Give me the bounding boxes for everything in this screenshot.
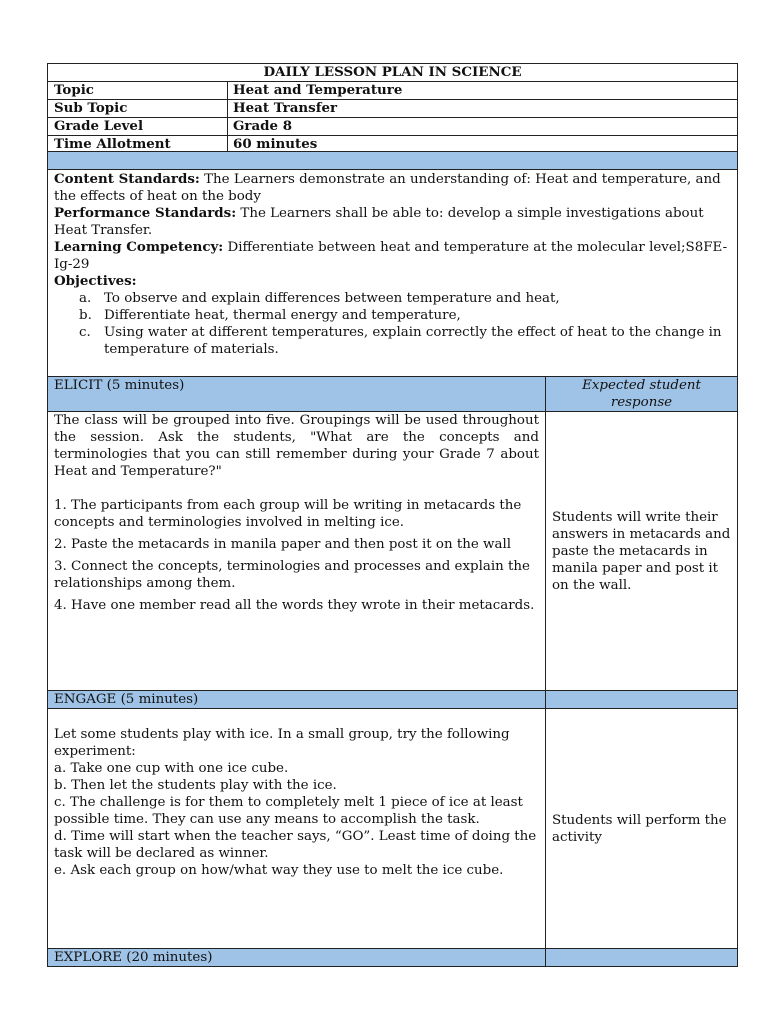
lesson-header-table	[47, 63, 738, 154]
objectives-heading	[54, 273, 731, 290]
standards-row	[48, 170, 738, 377]
content-standards-text: The Learners demonstrate an understanding of: Heat and temperature, and the effects of heat on the body	[54, 172, 721, 204]
explore-heading-blank	[546, 949, 738, 967]
engage-heading: ENGAGE (5 minutes)	[48, 691, 546, 709]
objective-item	[79, 324, 731, 358]
lesson-body-table	[47, 151, 738, 967]
objective-text: Differentiate heat, thermal energy and temperature,	[104, 308, 461, 323]
engage-expected-response: Students will perform the activity	[546, 709, 738, 949]
time-allotment-label: Time Allotment	[48, 136, 228, 154]
elicit-instructions	[48, 412, 546, 691]
content-standards	[54, 171, 731, 205]
elicit-step: 3. Connect the concepts, terminologies and processes and explain the relationships among them.	[54, 559, 530, 591]
elicit-step: 1. The participants from each group will be writing in metacards the concepts and terminologies involved in melting ice.	[54, 498, 522, 530]
topic-label: Topic	[48, 82, 228, 100]
time-allotment-value: 60 minutes	[228, 136, 738, 154]
objectives-label: Objectives:	[54, 273, 137, 289]
learning-competency	[54, 239, 731, 273]
topic-value: Heat and Temperature	[228, 82, 738, 100]
performance-standards-label: Performance Standards:	[54, 205, 237, 221]
engage-line: a. Take one cup with one ice cube.	[54, 761, 289, 776]
header-row-subtopic	[48, 100, 738, 118]
elicit-intro: The class will be grouped into five. Groupings will be used throughout the session. Ask the students, "What are the concepts and terminologies that you can still remember during your Grade 7 about Heat and Temperature?"	[54, 413, 539, 479]
objectives-list	[54, 290, 731, 358]
blue-separator	[48, 152, 738, 170]
engage-row	[48, 709, 738, 949]
elicit-header-row	[48, 377, 738, 412]
objective-marker: b.	[79, 308, 92, 323]
standards-section	[48, 170, 738, 377]
engage-line: e. Ask each group on how/what way they use to melt the ice cube.	[54, 863, 504, 878]
engage-heading-blank	[546, 691, 738, 709]
explore-heading: EXPLORE (20 minutes)	[48, 949, 546, 967]
objective-marker: a.	[79, 291, 92, 306]
subtopic-label: Sub Topic	[48, 100, 228, 118]
engage-line: b. Then let the students play with the ice.	[54, 778, 337, 793]
objective-text: Using water at different temperatures, explain correctly the effect of heat to the change in temperature of materials.	[104, 325, 722, 357]
explore-header-row	[48, 949, 738, 967]
blue-separator-row	[48, 152, 738, 170]
elicit-expected-response: Students will write their answers in metacards and paste the metacards in manila paper and post it on the wall.	[546, 412, 738, 691]
document-title: DAILY LESSON PLAN IN SCIENCE	[48, 64, 738, 82]
engage-line: Let some students play with ice. In a small group, try the following experiment:	[54, 727, 510, 759]
objective-text: To observe and explain differences between temperature and heat,	[104, 291, 560, 306]
expected-response-heading: Expected student response	[546, 377, 738, 412]
performance-standards	[54, 205, 731, 239]
header-row-topic	[48, 82, 738, 100]
objective-item	[79, 307, 731, 324]
content-standards-label: Content Standards:	[54, 171, 200, 187]
elicit-step: 2. Paste the metacards in manila paper and then post it on the wall	[54, 537, 512, 552]
grade-level-label: Grade Level	[48, 118, 228, 136]
engage-line: c. The challenge is for them to completely melt 1 piece of ice at least possible time. They can use any means to accomplish the task.	[54, 795, 523, 827]
engage-instructions	[48, 709, 546, 949]
objective-item	[79, 290, 731, 307]
performance-standards-text: The Learners shall be able to: develop a simple investigations about Heat Transfer.	[54, 206, 704, 238]
elicit-step: 4. Have one member read all the words they wrote in their metacards.	[54, 598, 535, 613]
elicit-row	[48, 412, 738, 691]
engage-line: d. Time will start when the teacher says, “GO”. Least time of doing the task will be declared as winner.	[54, 829, 537, 861]
subtopic-value: Heat Transfer	[228, 100, 738, 118]
learning-competency-label: Learning Competency:	[54, 239, 224, 255]
elicit-heading: ELICIT (5 minutes)	[48, 377, 546, 412]
header-row-grade	[48, 118, 738, 136]
learning-competency-text: Differentiate between heat and temperature at the molecular level;S8FE-Ig-29	[54, 240, 728, 272]
grade-level-value: Grade 8	[228, 118, 738, 136]
objective-marker: c.	[79, 325, 91, 340]
engage-header-row	[48, 691, 738, 709]
